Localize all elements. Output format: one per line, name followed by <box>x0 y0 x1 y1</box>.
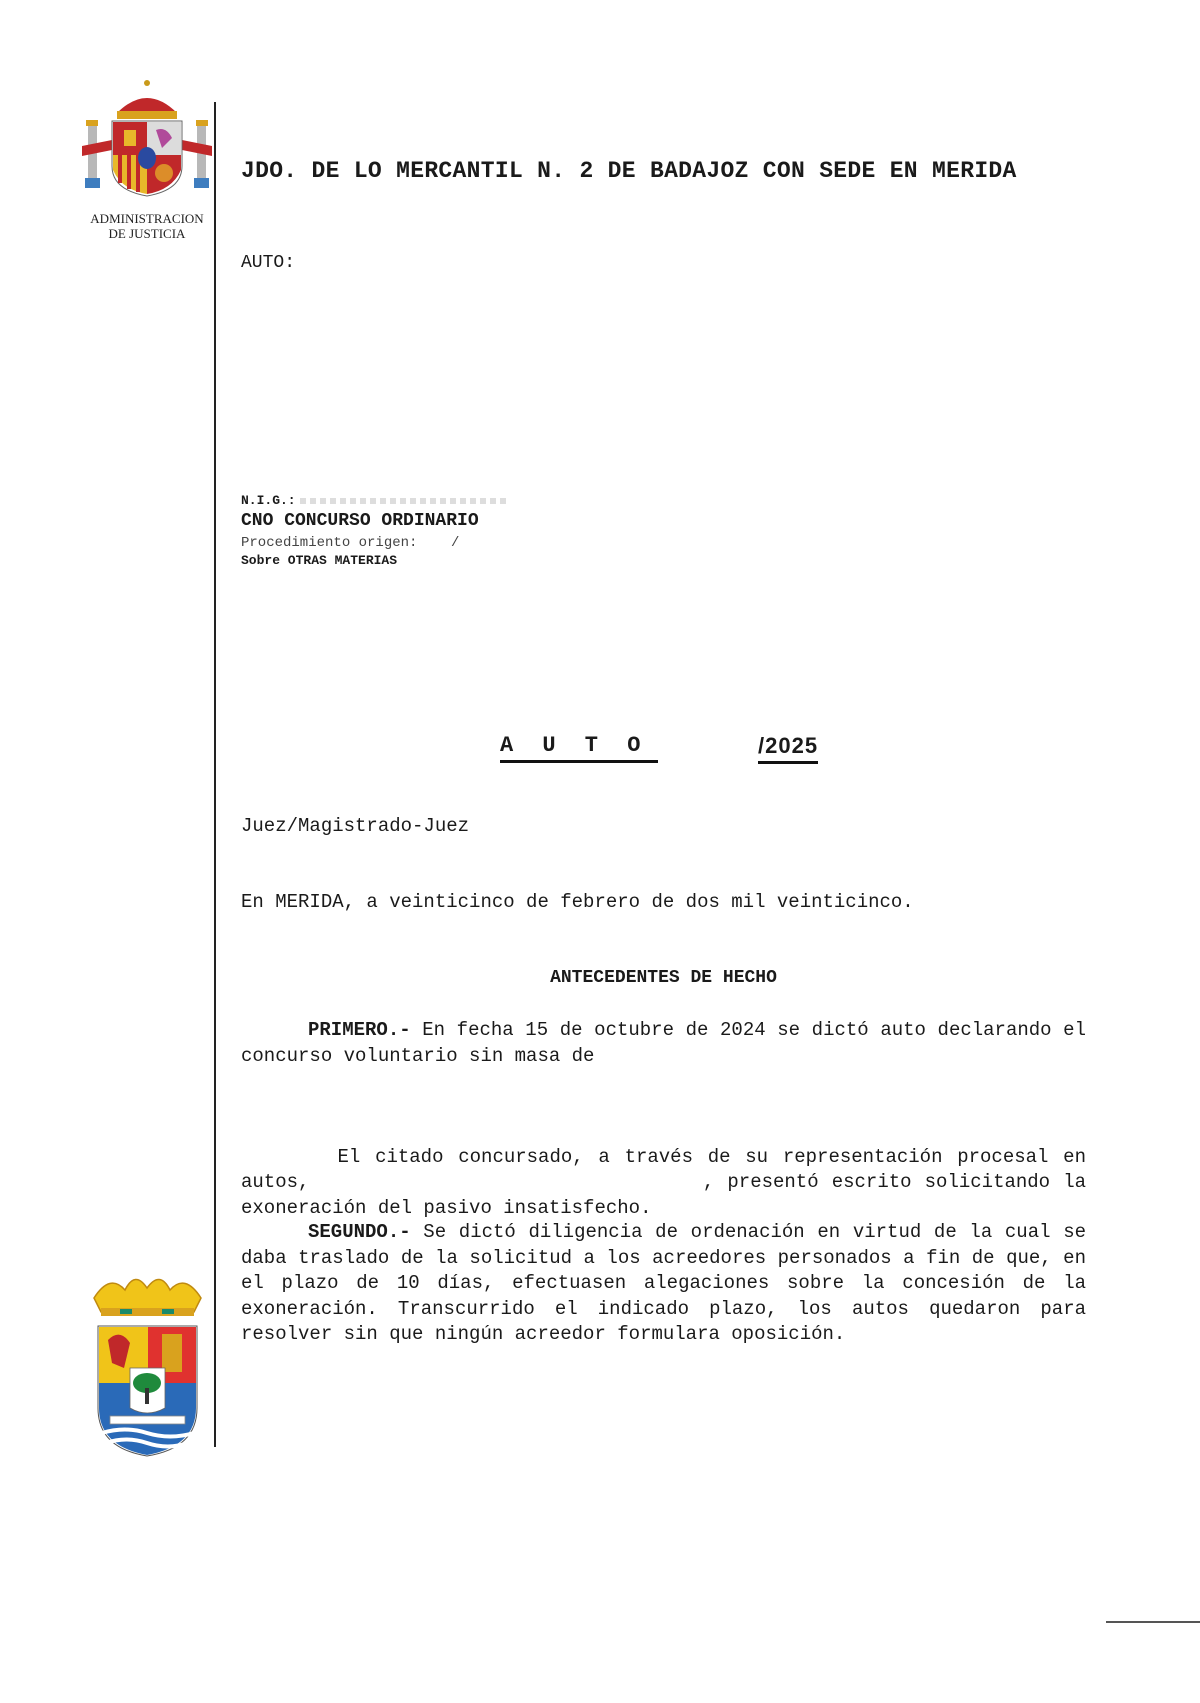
auto-label: AUTO: <box>241 253 296 273</box>
judge-line: Juez/Magistrado-Juez <box>241 815 470 837</box>
paragraph-lead: PRIMERO.- <box>308 1019 411 1041</box>
margin-rule <box>214 102 216 1447</box>
nig-label: N.I.G.: <box>241 493 296 508</box>
auto-heading <box>500 733 819 763</box>
place-date: En MERIDA, a veinticinco de febrero de dos mil veinticinco. <box>241 891 914 913</box>
spain-coat-of-arms-logo <box>82 78 212 243</box>
court-title: JDO. DE LO MERCANTIL N. 2 DE BADAJOZ CON SEDE EN MERIDA <box>241 158 1017 184</box>
logo-caption-line1: ADMINISTRACION <box>90 211 204 226</box>
case-subject: Sobre OTRAS MATERIAS <box>241 553 398 568</box>
paragraph-text: El citado concursado, a través de su representación procesal en autos, , presentó escrito solicitando la exoneración del pasivo insatisfecho. <box>241 1145 1098 1219</box>
paragraph-text: En fecha 15 de octubre de 2024 se dictó auto declarando el concurso voluntario sin masa de <box>241 1019 1086 1067</box>
extremadura-coat-of-arms-logo <box>90 1268 205 1458</box>
paragraph-primero <box>241 1018 1086 1069</box>
logo-caption-line2: DE JUSTICIA <box>108 226 186 241</box>
extremadura-shield-icon <box>90 1268 205 1458</box>
footer-rule <box>1106 1621 1200 1623</box>
procedure-origin: Procedimiento origen: / <box>241 535 460 551</box>
nig-redacted-value <box>300 498 510 504</box>
procedure-type: CNO CONCURSO ORDINARIO <box>241 511 479 531</box>
paragraph-segundo <box>241 1220 1086 1348</box>
paragraph-text: Se dictó diligencia de ordenación en virtud de la cual se daba traslado de la solicitud a los acreedores personados a fin de que, en el plazo de 10 días, efectuasen alegaciones sobre la concesión de la exoneración. Transcurrido el indicado plazo, los autos quedaron para resolver sin que ningún acreedor formulara oposición. <box>241 1221 1086 1345</box>
auto-heading-year: /2025 <box>758 733 818 764</box>
coat-of-arms-icon <box>82 78 212 208</box>
auto-heading-letters: A U T O <box>500 733 658 763</box>
paragraph-citado <box>241 1119 1098 1221</box>
section-title: ANTECEDENTES DE HECHO <box>550 968 777 988</box>
nig-field <box>241 493 510 508</box>
paragraph-lead: SEGUNDO.- <box>308 1221 411 1243</box>
